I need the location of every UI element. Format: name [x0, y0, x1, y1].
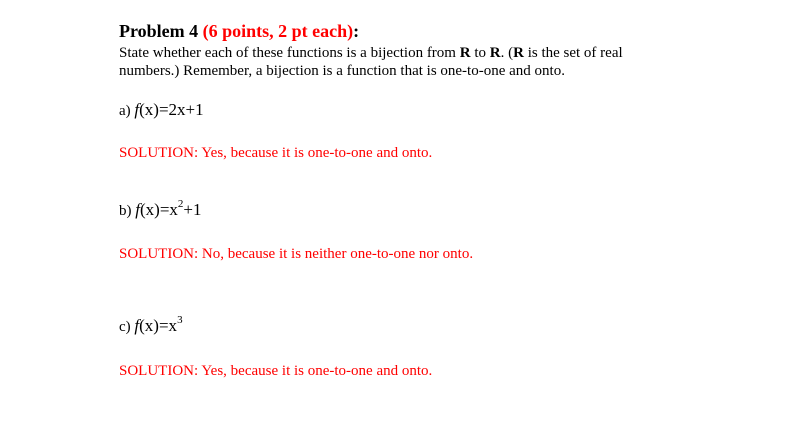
problem-points: (6 points, 2 pt each) — [202, 21, 354, 41]
function-expression: f(x)=2x+1 — [134, 100, 204, 119]
part-c-function — [119, 316, 183, 337]
function-expression: $f(x)=x^3$ — [134, 314, 183, 335]
part-a-solution: SOLUTION: Yes, because it is one-to-one and onto. — [119, 145, 433, 161]
intro-to: to — [470, 45, 490, 61]
problem-heading — [119, 20, 359, 42]
part-b-solution: SOLUTION: No, because it is neither one-to-one nor onto. — [119, 246, 474, 262]
part-c-solution: SOLUTION: Yes, because it is one-to-one and onto. — [119, 363, 433, 379]
problem-intro-line-1 — [119, 44, 623, 62]
bold-R-1: R — [459, 45, 471, 61]
intro-text-start: State whether each of these functions is a bijection from — [119, 45, 460, 61]
bold-R-2: R — [489, 45, 501, 61]
heading-colon: : — [353, 21, 360, 41]
problem-title: Problem 4 — [119, 21, 199, 41]
part-a-function — [119, 100, 204, 121]
intro-text-end: is the set of real — [523, 45, 623, 61]
bold-R-3: R — [513, 45, 524, 61]
exponent: 3 — [177, 314, 183, 327]
part-label: b) — [119, 203, 132, 219]
part-b-function — [119, 200, 202, 221]
problem-intro-line-2: numbers.) Remember, a bijection is a function that is one-to-one and onto. — [119, 63, 565, 79]
function-expression: $f(x)=x^2+1$ — [135, 198, 202, 219]
exponent: 2 — [177, 198, 184, 211]
intro-mid: . ( — [500, 45, 514, 61]
part-label: c) — [119, 319, 131, 335]
part-label: a) — [119, 103, 131, 119]
